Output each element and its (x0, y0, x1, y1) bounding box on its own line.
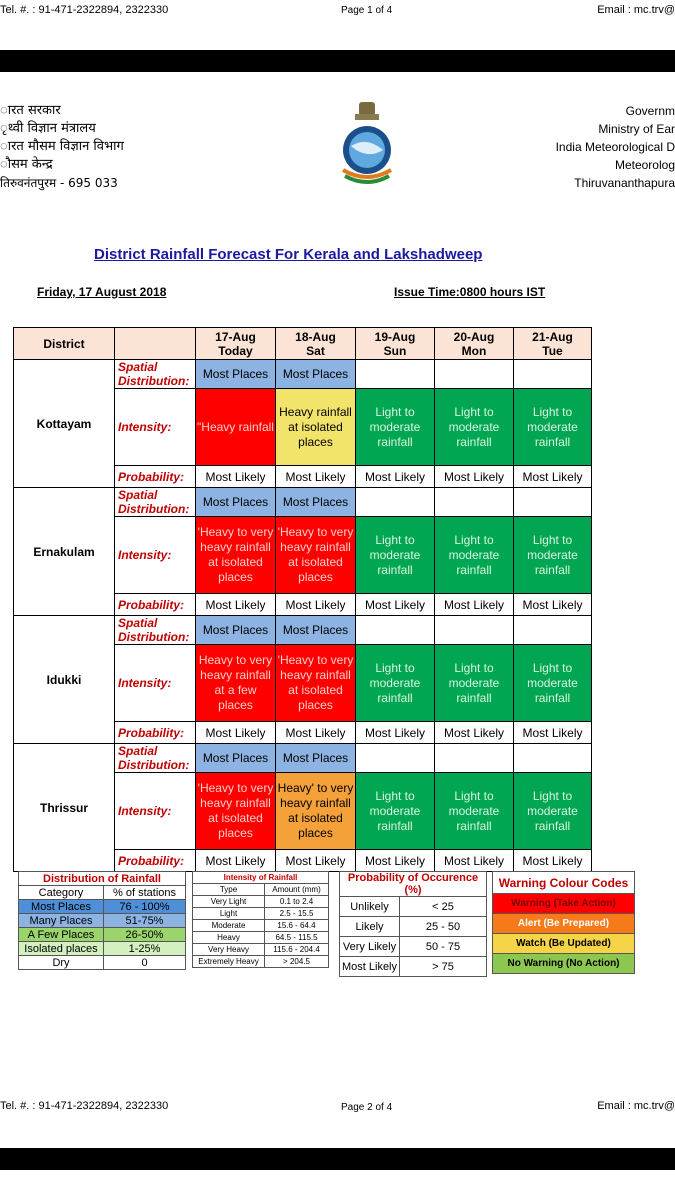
probability-cell: Most Likely (196, 594, 276, 616)
top-black-band (0, 50, 675, 72)
legend-cell: 26-50% (104, 928, 186, 942)
legend-cell: Unlikely (340, 897, 400, 917)
legend-cell: < 25 (400, 897, 487, 917)
issue-time: Issue Time:0800 hours IST (394, 285, 546, 299)
header-day (435, 328, 514, 360)
header-blank (115, 328, 196, 360)
intensity-cell: Light to moderate rainfall (514, 773, 592, 850)
probability-cell: Most Likely (276, 722, 356, 744)
spatial-cell: Most Places (196, 360, 276, 389)
legend-cell: Light (193, 908, 265, 920)
header-day (356, 328, 435, 360)
day-date: 17-Aug (215, 329, 256, 344)
legend-cell: 25 - 50 (400, 917, 487, 937)
legend-cell: Likely (340, 917, 400, 937)
spatial-cell: Most Places (196, 744, 276, 773)
warning-green: No Warning (No Action) (493, 954, 635, 974)
intensity-cell: Light to moderate rainfall (435, 773, 514, 850)
day-date: 20-Aug (453, 329, 495, 344)
letterhead-hindi (0, 102, 124, 192)
hindi-line: ौसम केन्द्र (0, 157, 53, 172)
district-name: Kottayam (14, 360, 115, 488)
probability-cell: Most Likely (276, 850, 356, 872)
day-name: Sun (383, 343, 407, 358)
day-name: Mon (461, 343, 487, 358)
intensity-cell: Light to moderate rainfall (356, 389, 435, 466)
day-name: Tue (542, 343, 563, 358)
spatial-cell: Most Places (276, 360, 356, 389)
legend-header: Type (193, 884, 265, 896)
probability-cell: Most Likely (514, 850, 592, 872)
legend-cell: Many Places (19, 914, 104, 928)
top-page-number: Page 1 of 4 (341, 5, 393, 16)
district-name: Thrissur (14, 744, 115, 872)
legend-cell: Very Heavy (193, 944, 265, 956)
bottom-page-number: Page 2 of 4 (341, 1102, 393, 1113)
probability-cell: Most Likely (356, 594, 435, 616)
intensity-cell: Light to moderate rainfall (435, 389, 514, 466)
table-row (14, 616, 592, 645)
spatial-cell (356, 744, 435, 773)
probability-cell: Most Likely (435, 722, 514, 744)
top-email: Email : mc.trv@ (597, 4, 675, 16)
legend-cell: Most Likely (340, 957, 400, 977)
legend-distribution-title: Distribution of Rainfall (19, 872, 186, 886)
spatial-cell (435, 488, 514, 517)
legend-cell: Extremely Heavy (193, 956, 265, 968)
intensity-cell: Light to moderate rainfall (356, 645, 435, 722)
intensity-cell: Heavy' to very heavy rainfall at isolated places (276, 773, 356, 850)
probability-cell: Most Likely (514, 466, 592, 488)
top-telephone: Tel. #. : 91-471-2322894, 2322330 (0, 4, 169, 16)
hindi-line: ारत मौसम विज्ञान विभाग (0, 139, 124, 154)
warning-orange: Alert (Be Prepared) (493, 914, 635, 934)
legend-cell: Very Likely (340, 937, 400, 957)
legend-header: Category (19, 886, 104, 900)
day-date: 18-Aug (295, 329, 336, 344)
english-line: India Meteorological D (555, 140, 675, 154)
legend-intensity-title: Intensity of Rainfall (193, 872, 329, 884)
legend-header: Amount (mm) (265, 884, 329, 896)
probability-cell: Most Likely (356, 722, 435, 744)
legend-warning (492, 871, 635, 974)
district-name: Ernakulam (14, 488, 115, 616)
probability-cell: Most Likely (514, 722, 592, 744)
bottom-telephone: Tel. #. : 91-471-2322894, 2322330 (0, 1100, 169, 1112)
probability-cell: Most Likely (276, 466, 356, 488)
intensity-cell: Light to moderate rainfall (356, 773, 435, 850)
hindi-line: ारत सरकार (0, 103, 61, 118)
label-probability: Probability: (115, 466, 196, 488)
probability-cell: Most Likely (196, 850, 276, 872)
page-title: District Rainfall Forecast For Kerala and Lakshadweep (94, 246, 483, 263)
table-row (14, 360, 592, 389)
label-intensity: Intensity: (115, 389, 196, 466)
letterhead-english (556, 102, 675, 192)
spatial-cell (435, 616, 514, 645)
spatial-cell (514, 616, 592, 645)
label-intensity: Intensity: (115, 517, 196, 594)
legend-cell: 51-75% (104, 914, 186, 928)
spatial-cell (356, 488, 435, 517)
intensity-cell: 'Heavy to very heavy rainfall at isolated places (276, 645, 356, 722)
header-district: District (14, 328, 115, 360)
legend-cell: Heavy (193, 932, 265, 944)
hindi-line: ृथ्वी विज्ञान मंत्रालय (0, 121, 96, 136)
legend-cell: 0.1 to 2.4 (265, 896, 329, 908)
day-date: 19-Aug (374, 329, 416, 344)
legend-cell: 1-25% (104, 942, 186, 956)
table-row (14, 744, 592, 773)
intensity-cell: Heavy to very heavy rainfall at a few places (196, 645, 276, 722)
intensity-cell: Light to moderate rainfall (356, 517, 435, 594)
probability-cell: Most Likely (356, 466, 435, 488)
spatial-cell: Most Places (276, 488, 356, 517)
bottom-email: Email : mc.trv@ (597, 1100, 675, 1112)
spatial-cell (356, 360, 435, 389)
legend-cell: Very Light (193, 896, 265, 908)
english-line: Meteorolog (614, 158, 675, 172)
legend-cell: 15.6 - 64.4 (265, 920, 329, 932)
legend-cell: Moderate (193, 920, 265, 932)
probability-cell: Most Likely (196, 722, 276, 744)
header-day (514, 328, 592, 360)
forecast-table (13, 327, 592, 872)
legend-cell: 64.5 - 115.5 (265, 932, 329, 944)
intensity-cell: Light to moderate rainfall (514, 517, 592, 594)
label-probability: Probability: (115, 594, 196, 616)
label-spatial: Spatial Distribution: (115, 488, 196, 517)
intensity-cell: 'Heavy to very heavy rainfall at isolated places (196, 773, 276, 850)
legend-cell: 50 - 75 (400, 937, 487, 957)
probability-cell: Most Likely (514, 594, 592, 616)
day-name: Today (218, 343, 253, 358)
intensity-cell: Light to moderate rainfall (435, 517, 514, 594)
legend-cell: 2.5 - 15.5 (265, 908, 329, 920)
legend-intensity (192, 871, 329, 968)
header-day (276, 328, 356, 360)
probability-cell: Most Likely (196, 466, 276, 488)
spatial-cell (514, 488, 592, 517)
intensity-cell: 'Heavy to very heavy rainfall at isolated places (276, 517, 356, 594)
legend-cell: 115.6 - 204.4 (265, 944, 329, 956)
imd-emblem-icon (337, 100, 397, 188)
intensity-cell: Light to moderate rainfall (514, 645, 592, 722)
legend-cell: > 204.5 (265, 956, 329, 968)
spatial-cell: Most Places (276, 744, 356, 773)
spatial-cell: Most Places (196, 488, 276, 517)
bottom-black-band (0, 1148, 675, 1170)
spatial-cell: Most Places (276, 616, 356, 645)
hindi-line: तिरुवनंतपुरम - 695 033 (0, 176, 118, 190)
english-line: Thiruvananthapura (574, 176, 675, 190)
label-spatial: Spatial Distribution: (115, 616, 196, 645)
label-probability: Probability: (115, 722, 196, 744)
intensity-cell: 'Heavy to very heavy rainfall at isolated places (196, 517, 276, 594)
legend-distribution (18, 871, 186, 970)
probability-cell: Most Likely (356, 850, 435, 872)
label-spatial: Spatial Distribution: (115, 360, 196, 389)
probability-cell: Most Likely (435, 466, 514, 488)
legend-cell: Isolated places (19, 942, 104, 956)
spatial-cell: Most Places (196, 616, 276, 645)
legend-cell: 76 - 100% (104, 900, 186, 914)
district-name: Idukki (14, 616, 115, 744)
label-probability: Probability: (115, 850, 196, 872)
table-row (14, 488, 592, 517)
probability-cell: Most Likely (435, 594, 514, 616)
warning-red: Warning (Take Action) (493, 894, 635, 914)
spatial-cell (514, 744, 592, 773)
legend-cell: Dry (19, 956, 104, 970)
label-intensity: Intensity: (115, 645, 196, 722)
probability-cell: Most Likely (276, 594, 356, 616)
label-spatial: Spatial Distribution: (115, 744, 196, 773)
table-header-row (14, 328, 592, 360)
forecast-date: Friday, 17 August 2018 (37, 285, 167, 299)
intensity-cell: Light to moderate rainfall (435, 645, 514, 722)
english-line: Ministry of Ear (598, 122, 675, 136)
legend-probability-title: Probability of Occurence (%) (340, 872, 487, 897)
legend-cell: > 75 (400, 957, 487, 977)
probability-cell: Most Likely (435, 850, 514, 872)
day-date: 21-Aug (532, 329, 573, 344)
legend-cell: A Few Places (19, 928, 104, 942)
warning-yellow: Watch (Be Updated) (493, 934, 635, 954)
spatial-cell (435, 360, 514, 389)
intensity-cell: Heavy rainfall at isolated places (276, 389, 356, 466)
legend-warning-title: Warning Colour Codes (493, 872, 635, 894)
legend-cell: 0 (104, 956, 186, 970)
intensity-cell: Light to moderate rainfall (514, 389, 592, 466)
intensity-cell: "Heavy rainfall (196, 389, 276, 466)
legend-header: % of stations (104, 886, 186, 900)
label-intensity: Intensity: (115, 773, 196, 850)
english-line: Governm (625, 104, 675, 118)
header-day (196, 328, 276, 360)
day-name: Sat (306, 343, 325, 358)
spatial-cell (435, 744, 514, 773)
legend-cell: Most Places (19, 900, 104, 914)
legend-probability (339, 871, 487, 977)
spatial-cell (514, 360, 592, 389)
spatial-cell (356, 616, 435, 645)
